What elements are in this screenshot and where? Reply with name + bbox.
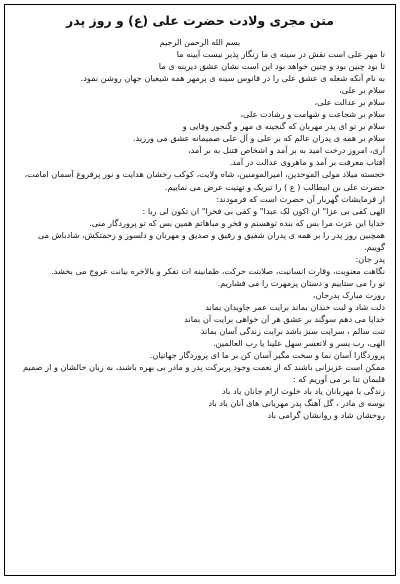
text-line: سلام بر عدالت علی، [314, 97, 385, 108]
text-line: سلام بر شجاعت و شهامت و رشادت علی، [240, 109, 385, 120]
text-line: بوسه ی مادر ، گل آهنگ پدر مهربانی های آنان یاد باد [208, 398, 385, 409]
text-line: خدایا می دهم سوگند بر عشق هر آن خواهی برایت آن بماند [184, 314, 385, 325]
text-line: تا مهر علی است نقش در سینه ی ما زنگار پذیر نیست آیینه ما [176, 49, 385, 59]
text-line: تا بود چنین بود و چنین خواهد بود این است نشان عشق دیرینه ی ما [158, 61, 385, 72]
text-line: همچنین روز پدر را بر همه ی پدران شفیق و رفیق و صدیق و مهربان و دلسوز و زحمتکش، شادباش می [37, 229, 385, 240]
text-line: از فرمایشات گهربار آن حضرت است که فرمودند: [216, 193, 385, 204]
text-line: الهی کفی بی عزا" ان اکون لک عبدا" و کفی بی فخرا" ان تکون لی ربا : [142, 205, 385, 216]
basmala: بسم الله الرحمن الرحیم [159, 38, 241, 47]
text-line: گوییم. [364, 241, 385, 252]
text-line: پدر جان: [355, 253, 385, 264]
text-line: به نام آنکه شعله ی عشق علی را در فانوس سینه ی پرمهر همه شیعیان جهان روشن نمود. [80, 73, 385, 84]
text-line: سلام بر همه ی پدران عالم که بر علی و آل علی صمیمانه عشق می ورزید. [132, 133, 385, 144]
text-line: زندگی با مهربانان یاد باد خلوت ارام جانان یاد باد [222, 386, 385, 397]
text-line: قلبمان تنا بر می آوریم که : [292, 374, 385, 385]
text-line: آری، امروز درخت امید به بر آمد و اشخاص فتنل به بر آمد، [187, 145, 385, 156]
text-line: روزت مبارک پدرجان، [312, 289, 385, 300]
document-title: متن مجری ولادت حضرت علی (ع) و روز پدر [66, 13, 334, 28]
text-line: سلام بر تو ای پدر مهربان که گنجینه ی مهر و گنجور وفایی و [182, 121, 385, 132]
text-line: سلام بر علی، [339, 85, 385, 96]
text-line: آفتاب معرفت بر آمد و ماهروی عدالت در آمد. [229, 157, 385, 168]
text-line: تنت سالم ، سرایت سبز باشد برایت زندگی آسان بماند [200, 326, 385, 337]
text-line: نگاهت معنویت، وقارت انسانیت، صلابتت حرکت، طمانینه ات تفکر و بالاخره بیانت عروج می بخشد. [51, 265, 385, 276]
text-line: روحشان شاد و روانشان گرامی باد [267, 410, 385, 421]
text-line: دلت شاد و لبت خندان بماند برایت عمر جاویدان بماند [205, 301, 385, 312]
text-line: پروردگارا آسان نما و سخت مگیر آسان کن بر ما ای پروردگار جهانیان. [149, 350, 385, 361]
text-line: الهی، رب یسر و لاتعسر سهل علینا یا رب العالمین. [213, 338, 385, 349]
document-body [15, 48, 385, 421]
text-line: تو را می ستاییم و دستان پرمهرت را می فشاریم. [217, 277, 385, 288]
text-line: ممکن است عزیزانی باشند که از نعمت وجود پربرکت پدر و مادر بی بهره باشند، به زبان حالشان و از صمیم [22, 362, 385, 373]
document-page [4, 4, 396, 576]
text-line: حضرت علی بن ابیطالب ( ع ) را تبریک و تهنیت عرض می نماییم. [164, 181, 385, 192]
text-line: خدایا این عزت مرا بس که بنده توهستم و فخر و مباهاتم همین بس که تو پروردگار منی. [89, 217, 385, 228]
text-line: خجسته میلاد مولی الموحدین، امیرالمومنین، شاه ولایت، کوکب رخشان هدایت و نور پرفروغ آسمان امامت، [24, 169, 385, 180]
